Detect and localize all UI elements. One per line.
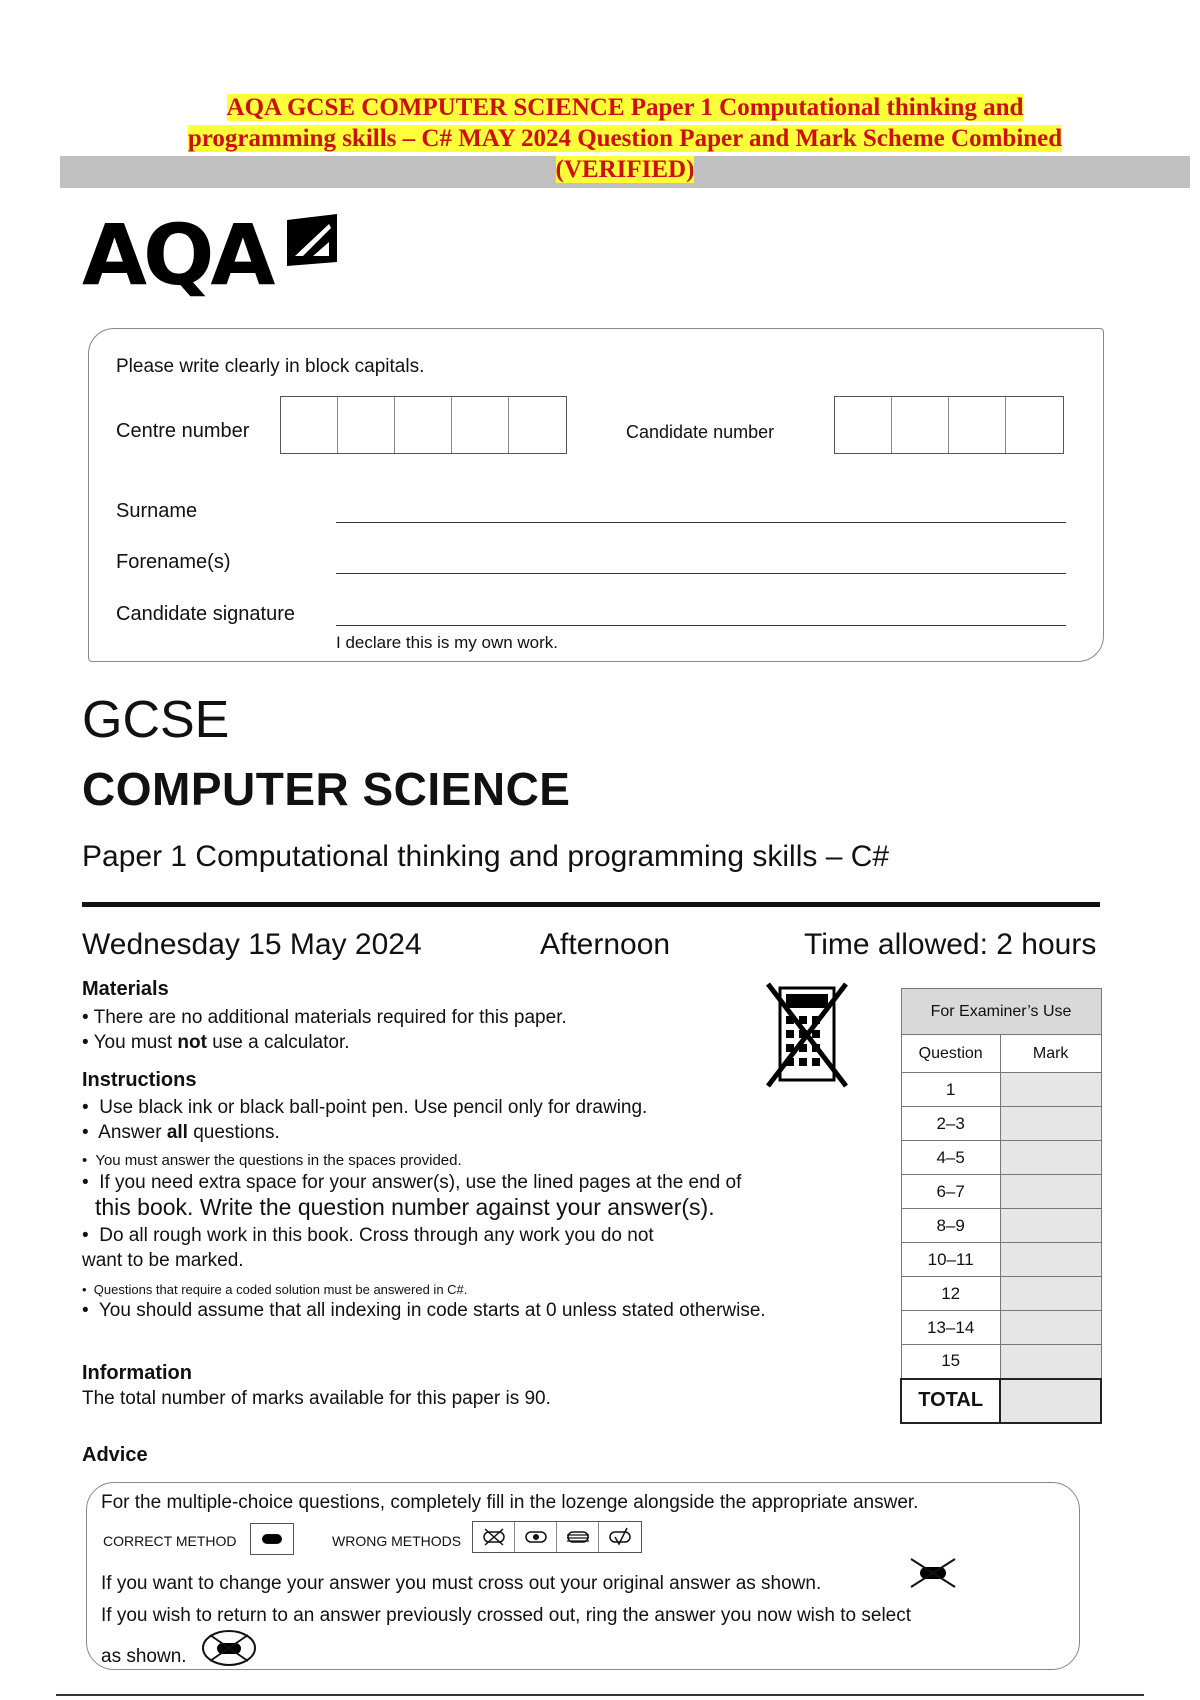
materials-item-text: use a calculator.	[206, 1032, 350, 1053]
advice-line-2: If you want to change your answer you must cross out your original answer as shown.	[101, 1573, 822, 1594]
wrong-methods-label: WRONG METHODS	[332, 1533, 462, 1549]
correct-method-example	[250, 1523, 294, 1555]
surname-label: Surname	[116, 500, 198, 522]
mark-cell	[1000, 1107, 1101, 1141]
filled-lozenge-icon	[251, 1524, 293, 1554]
time-allowed: Time allowed: 2 hours	[804, 928, 1097, 961]
instruction-text: Questions that require a coded solution must be answered in C#.	[93, 1282, 468, 1297]
question-cell: 15	[901, 1345, 1000, 1379]
total-row	[901, 1379, 1101, 1423]
table-row	[901, 1311, 1101, 1345]
mark-column-header: Mark	[1000, 1035, 1101, 1073]
question-cell: 6–7	[901, 1175, 1000, 1209]
advice-line-4: as shown.	[101, 1646, 187, 1667]
paper-title: Paper 1 Computational thinking and programming skills – C#	[82, 840, 890, 873]
materials-item-text: There are no additional materials required for this paper.	[93, 1007, 567, 1028]
banner-line-1: AQA GCSE COMPUTER SCIENCE Paper 1 Computational thinking and	[226, 94, 1024, 121]
aqa-logo: AQA	[82, 206, 272, 304]
dotted-lozenge-icon	[515, 1522, 557, 1552]
surname-line[interactable]	[336, 522, 1066, 523]
candidate-digit-box[interactable]	[1006, 397, 1063, 453]
information-heading: Information	[82, 1362, 192, 1384]
centre-number-field[interactable]	[280, 396, 567, 454]
mark-cell	[1000, 1277, 1101, 1311]
mark-cell	[1000, 1175, 1101, 1209]
table-row	[901, 1277, 1101, 1311]
mark-cell	[1000, 1311, 1101, 1345]
signature-label: Candidate signature	[116, 603, 296, 625]
question-cell: 10–11	[901, 1243, 1000, 1277]
instruction-continuation: want to be marked.	[82, 1250, 244, 1271]
instruction-item: • Do all rough work in this book. Cross through any work you do not	[82, 1225, 654, 1246]
instruction-emphasis: all	[166, 1122, 188, 1143]
table-row	[901, 1141, 1101, 1175]
subject-title: COMPUTER SCIENCE	[82, 763, 571, 815]
banner-line-2: programming skills – C# MAY 2024 Question Paper and Mark Scheme Combined	[187, 125, 1063, 152]
advice-line-1: For the multiple-choice questions, completely fill in the lozenge alongside the appropriate answer.	[101, 1492, 919, 1513]
table-row	[901, 1175, 1101, 1209]
ringed-answer-icon	[200, 1628, 258, 1668]
materials-item: • You must not use a calculator.	[82, 1032, 350, 1053]
materials-item-text: You must	[93, 1032, 178, 1053]
document-banner	[60, 92, 1190, 185]
title-divider	[82, 902, 1100, 907]
instruction-item: • Answer all questions.	[82, 1122, 280, 1143]
declaration-text: I declare this is my own work.	[336, 633, 559, 652]
materials-item: • There are no additional materials required for this paper.	[82, 1007, 567, 1028]
materials-heading: Materials	[82, 978, 169, 1000]
table-row	[901, 1073, 1101, 1107]
centre-digit-box[interactable]	[452, 397, 509, 453]
instruction-text: You should assume that all indexing in code starts at 0 unless stated otherwise.	[98, 1300, 766, 1321]
instruction-item: • You should assume that all indexing in code starts at 0 unless stated otherwise.	[82, 1300, 766, 1321]
block-capitals-instruction: Please write clearly in block capitals.	[116, 356, 425, 377]
exam-session: Afternoon	[540, 928, 671, 961]
candidate-number-field[interactable]	[834, 396, 1064, 454]
instruction-item: • Questions that require a coded solution must be answered in C#.	[82, 1282, 468, 1297]
instructions-heading: Instructions	[82, 1069, 197, 1091]
ticked-lozenge-icon	[599, 1522, 641, 1552]
question-column-header: Question	[901, 1035, 1000, 1073]
table-row	[901, 1107, 1101, 1141]
page-bottom-rule	[56, 1694, 1144, 1696]
mark-cell	[1000, 1209, 1101, 1243]
instruction-text: questions.	[187, 1122, 280, 1143]
mark-cell	[1000, 1243, 1101, 1277]
total-mark-cell	[1000, 1379, 1101, 1423]
advice-line-3: If you wish to return to an answer previously crossed out, ring the answer you now wish to select	[101, 1605, 912, 1626]
exam-date: Wednesday 15 May 2024	[82, 928, 422, 961]
instruction-item: • If you need extra space for your answer(s), use the lined pages at the end of	[82, 1172, 742, 1193]
instruction-text: Do all rough work in this book. Cross through any work you do not	[99, 1225, 654, 1246]
centre-digit-box[interactable]	[338, 397, 395, 453]
advice-heading: Advice	[82, 1444, 148, 1466]
mark-cell	[1000, 1141, 1101, 1175]
instruction-continuation: this book. Write the question number against your answer(s).	[95, 1194, 715, 1220]
question-cell: 13–14	[901, 1311, 1000, 1345]
qualification-title: GCSE	[82, 691, 230, 749]
wrong-methods-examples	[472, 1521, 642, 1553]
total-marks-text: The total number of marks available for this paper is 90.	[82, 1388, 551, 1409]
table-row	[901, 1243, 1101, 1277]
candidate-number-label: Candidate number	[626, 422, 775, 442]
banner-line-3: (VERIFIED)	[555, 156, 695, 183]
mark-cell	[1000, 1345, 1101, 1379]
question-cell: 12	[901, 1277, 1000, 1311]
signature-line[interactable]	[336, 625, 1066, 626]
centre-digit-box[interactable]	[395, 397, 452, 453]
candidate-digit-box[interactable]	[835, 397, 892, 453]
no-calculator-icon	[766, 980, 848, 1090]
materials-item-emphasis: not	[177, 1032, 207, 1053]
candidate-digit-box[interactable]	[949, 397, 1006, 453]
correct-method-label: CORRECT METHOD	[103, 1533, 237, 1549]
forename-label: Forename(s)	[116, 551, 231, 573]
table-row	[901, 1209, 1101, 1243]
centre-digit-box[interactable]	[509, 397, 566, 453]
instruction-item: • You must answer the questions in the spaces provided.	[82, 1152, 462, 1169]
instruction-text: Use black ink or black ball-point pen. Use pencil only for drawing.	[99, 1097, 648, 1118]
total-label: TOTAL	[901, 1379, 1000, 1423]
question-cell: 4–5	[901, 1141, 1000, 1175]
crossed-lozenge-icon	[473, 1522, 515, 1552]
candidate-digit-box[interactable]	[892, 397, 949, 453]
centre-number-label: Centre number	[116, 420, 250, 442]
instruction-text: You must answer the questions in the spaces provided.	[95, 1152, 462, 1169]
question-cell: 1	[901, 1073, 1000, 1107]
question-cell: 8–9	[901, 1209, 1000, 1243]
examiner-table-title: For Examiner’s Use	[901, 989, 1101, 1035]
aqa-logo-mark-icon	[283, 212, 341, 268]
instruction-text: Answer	[98, 1122, 167, 1143]
examiner-use-table	[900, 988, 1102, 1424]
table-row	[901, 1345, 1101, 1379]
crossed-out-answer-icon	[908, 1556, 958, 1590]
instruction-item: • Use black ink or black ball-point pen. Use pencil only for drawing.	[82, 1097, 648, 1118]
scribbled-lozenge-icon	[557, 1522, 599, 1552]
forename-line[interactable]	[336, 573, 1066, 574]
centre-digit-box[interactable]	[281, 397, 338, 453]
mark-cell	[1000, 1073, 1101, 1107]
question-cell: 2–3	[901, 1107, 1000, 1141]
instruction-text: If you need extra space for your answer(s), use the lined pages at the end of	[99, 1172, 742, 1193]
